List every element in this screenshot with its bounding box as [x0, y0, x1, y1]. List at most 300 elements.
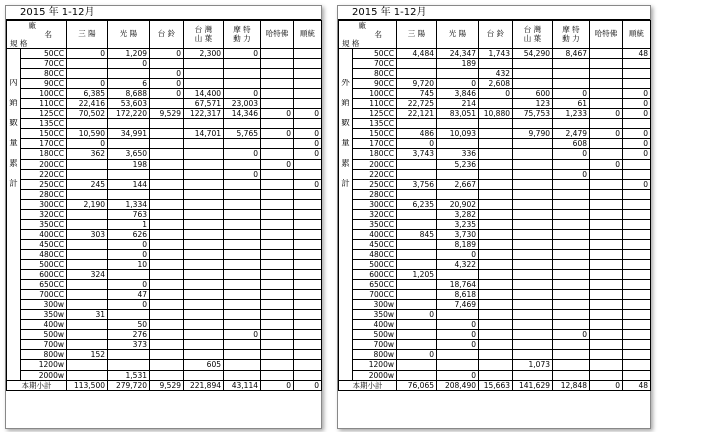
- value-cell: [150, 169, 184, 179]
- value-cell: 373: [108, 340, 150, 350]
- value-cell: [623, 360, 651, 370]
- value-cell: [261, 69, 294, 79]
- value-cell: [294, 89, 322, 99]
- table-row: [339, 109, 651, 119]
- value-cell: [623, 59, 651, 69]
- value-cell: [397, 340, 437, 350]
- value-cell: [623, 300, 651, 310]
- spec-cell: 480CC: [21, 249, 67, 259]
- value-cell: 336: [437, 149, 479, 159]
- total-value: 0: [590, 380, 623, 390]
- value-cell: 0: [150, 79, 184, 89]
- spec-cell: 650CC: [21, 280, 67, 290]
- brand-header: 光 陽: [108, 21, 150, 49]
- value-cell: [67, 370, 108, 380]
- table-row: [7, 99, 322, 109]
- value-cell: 0: [294, 129, 322, 139]
- value-cell: 0: [623, 149, 651, 159]
- category-label-cell: 數: [7, 119, 21, 129]
- value-cell: [261, 79, 294, 89]
- spec-cell: 350CC: [21, 219, 67, 229]
- value-cell: [224, 249, 261, 259]
- category-label-cell: [7, 270, 21, 280]
- total-value: 0: [294, 380, 322, 390]
- category-label-cell: [7, 350, 21, 360]
- value-cell: [184, 219, 224, 229]
- value-cell: 0: [224, 149, 261, 159]
- table-row: [339, 370, 651, 380]
- value-cell: [67, 280, 108, 290]
- value-cell: 8,618: [437, 290, 479, 300]
- value-cell: 8,467: [553, 49, 590, 59]
- value-cell: 10,590: [67, 129, 108, 139]
- value-cell: [513, 169, 553, 179]
- value-cell: [261, 189, 294, 199]
- value-cell: [590, 290, 623, 300]
- value-cell: 0: [623, 139, 651, 149]
- value-cell: [261, 360, 294, 370]
- value-cell: [108, 310, 150, 320]
- value-cell: [184, 350, 224, 360]
- spec-cell: 180CC: [353, 149, 397, 159]
- value-cell: 189: [437, 59, 479, 69]
- value-cell: [261, 229, 294, 239]
- value-cell: [67, 360, 108, 370]
- value-cell: 0: [294, 149, 322, 159]
- table-row: [7, 360, 322, 370]
- value-cell: [397, 219, 437, 229]
- value-cell: [553, 310, 590, 320]
- value-cell: [224, 179, 261, 189]
- value-cell: [67, 209, 108, 219]
- value-cell: 0: [397, 139, 437, 149]
- value-cell: 22,725: [397, 99, 437, 109]
- category-label-cell: [7, 249, 21, 259]
- value-cell: [224, 159, 261, 169]
- value-cell: [590, 310, 623, 320]
- value-cell: 0: [437, 249, 479, 259]
- value-cell: [513, 69, 553, 79]
- value-cell: [513, 199, 553, 209]
- spec-cell: 170CC: [21, 139, 67, 149]
- spec-cell: 480CC: [353, 249, 397, 259]
- value-cell: 362: [67, 149, 108, 159]
- value-cell: 0: [437, 320, 479, 330]
- value-cell: [108, 360, 150, 370]
- value-cell: [479, 59, 513, 69]
- value-cell: [590, 199, 623, 209]
- value-cell: [224, 199, 261, 209]
- value-cell: 1: [108, 219, 150, 229]
- value-cell: [513, 229, 553, 239]
- value-cell: 0: [437, 330, 479, 340]
- value-cell: [437, 69, 479, 79]
- value-cell: [590, 219, 623, 229]
- spec-cell: 700w: [353, 340, 397, 350]
- table-row: [339, 259, 651, 269]
- value-cell: [294, 209, 322, 219]
- table-row: [339, 340, 651, 350]
- value-cell: [184, 280, 224, 290]
- value-cell: [553, 320, 590, 330]
- brand-header: 哈特佛: [261, 21, 294, 49]
- value-cell: [224, 69, 261, 79]
- spec-cell: 110CC: [353, 99, 397, 109]
- value-cell: [261, 300, 294, 310]
- value-cell: 10: [108, 259, 150, 269]
- value-cell: [67, 219, 108, 229]
- spec-cell: 450CC: [21, 239, 67, 249]
- value-cell: [437, 360, 479, 370]
- category-label-cell: 內: [7, 79, 21, 89]
- value-cell: [294, 340, 322, 350]
- value-cell: 0: [437, 370, 479, 380]
- category-label-cell: 累: [7, 159, 21, 169]
- value-cell: [67, 330, 108, 340]
- value-cell: [261, 259, 294, 269]
- value-cell: [261, 219, 294, 229]
- value-cell: [553, 219, 590, 229]
- value-cell: 0: [623, 129, 651, 139]
- category-label-cell: [339, 280, 353, 290]
- value-cell: [294, 229, 322, 239]
- total-value: 0: [261, 380, 294, 390]
- category-label-cell: [7, 259, 21, 269]
- table-row: [339, 280, 651, 290]
- category-label-cell: 外: [339, 79, 353, 89]
- value-cell: [224, 360, 261, 370]
- value-cell: [513, 320, 553, 330]
- table-row: [339, 300, 651, 310]
- value-cell: [261, 270, 294, 280]
- table-row: [339, 189, 651, 199]
- value-cell: [261, 249, 294, 259]
- value-cell: [261, 49, 294, 59]
- value-cell: 0: [623, 179, 651, 189]
- value-cell: [623, 219, 651, 229]
- value-cell: 745: [397, 89, 437, 99]
- value-cell: [67, 249, 108, 259]
- value-cell: [513, 179, 553, 189]
- category-label-cell: [7, 229, 21, 239]
- table-row: [7, 310, 322, 320]
- category-label-cell: [339, 239, 353, 249]
- value-cell: [184, 340, 224, 350]
- value-cell: [67, 159, 108, 169]
- value-cell: [224, 300, 261, 310]
- value-cell: [623, 290, 651, 300]
- spec-cell: 800w: [353, 350, 397, 360]
- value-cell: 245: [67, 179, 108, 189]
- value-cell: [437, 119, 479, 129]
- value-cell: [150, 330, 184, 340]
- value-cell: [479, 179, 513, 189]
- value-cell: 6,235: [397, 199, 437, 209]
- value-cell: [294, 169, 322, 179]
- value-cell: [294, 69, 322, 79]
- total-value: 208,490: [437, 380, 479, 390]
- spec-cell: 110CC: [21, 99, 67, 109]
- value-cell: [590, 259, 623, 269]
- table-row: [339, 209, 651, 219]
- brand-header: 摩 特 動 力: [553, 21, 590, 49]
- table-row: [339, 59, 651, 69]
- value-cell: 2,300: [184, 49, 224, 59]
- value-cell: 0: [590, 159, 623, 169]
- table-row: [339, 129, 651, 139]
- value-cell: [224, 119, 261, 129]
- value-cell: 3,730: [437, 229, 479, 239]
- value-cell: [513, 350, 553, 360]
- corner-label-name: 名: [374, 30, 382, 39]
- value-cell: 24,347: [437, 49, 479, 59]
- brand-header: 三 陽: [67, 21, 108, 49]
- value-cell: [294, 59, 322, 69]
- domestic-sales-sheet: [5, 5, 322, 429]
- category-label-cell: 累: [339, 159, 353, 169]
- value-cell: [261, 370, 294, 380]
- value-cell: [294, 290, 322, 300]
- value-cell: [590, 320, 623, 330]
- category-label-cell: [339, 330, 353, 340]
- value-cell: 5,765: [224, 129, 261, 139]
- category-label-cell: [7, 69, 21, 79]
- spec-cell: 280CC: [353, 189, 397, 199]
- value-cell: [553, 199, 590, 209]
- value-cell: 0: [553, 169, 590, 179]
- value-cell: [294, 370, 322, 380]
- value-cell: [623, 79, 651, 89]
- value-cell: [150, 300, 184, 310]
- spec-cell: 320CC: [21, 209, 67, 219]
- value-cell: [590, 340, 623, 350]
- value-cell: [184, 79, 224, 89]
- value-cell: [150, 189, 184, 199]
- table-row: [7, 259, 322, 269]
- spec-cell: 200CC: [353, 159, 397, 169]
- table-row: [7, 340, 322, 350]
- value-cell: [397, 119, 437, 129]
- category-label-cell: [7, 49, 21, 59]
- spec-cell: 1200w: [353, 360, 397, 370]
- value-cell: 122,317: [184, 109, 224, 119]
- value-cell: [294, 259, 322, 269]
- table-row: [7, 129, 322, 139]
- value-cell: [67, 189, 108, 199]
- spec-cell: 2000w: [21, 370, 67, 380]
- value-cell: [261, 199, 294, 209]
- value-cell: [513, 159, 553, 169]
- table-row: [339, 219, 651, 229]
- value-cell: [513, 149, 553, 159]
- value-cell: 324: [67, 270, 108, 280]
- value-cell: 9,529: [150, 109, 184, 119]
- value-cell: [623, 280, 651, 290]
- value-cell: [224, 270, 261, 280]
- table-row: [339, 330, 651, 340]
- total-value: 221,894: [184, 380, 224, 390]
- value-cell: [261, 340, 294, 350]
- value-cell: 605: [184, 360, 224, 370]
- table-row: [7, 280, 322, 290]
- total-value: 43,114: [224, 380, 261, 390]
- spec-cell: 400CC: [21, 229, 67, 239]
- table-row: [339, 69, 651, 79]
- brand-header: 三 陽: [397, 21, 437, 49]
- category-label-cell: [7, 290, 21, 300]
- category-label-cell: [339, 69, 353, 79]
- value-cell: 626: [108, 229, 150, 239]
- value-cell: 0: [224, 169, 261, 179]
- table-row: [7, 79, 322, 89]
- table-row: [7, 300, 322, 310]
- table-row: [339, 320, 651, 330]
- value-cell: 0: [261, 109, 294, 119]
- value-cell: [623, 259, 651, 269]
- value-cell: [397, 370, 437, 380]
- category-label-cell: 銷: [339, 99, 353, 109]
- category-label-cell: [339, 350, 353, 360]
- table-row: [339, 119, 651, 129]
- spec-cell: 250CC: [21, 179, 67, 189]
- category-label-cell: [7, 360, 21, 370]
- value-cell: [590, 330, 623, 340]
- table-row: [7, 169, 322, 179]
- value-cell: [294, 360, 322, 370]
- value-cell: [184, 179, 224, 189]
- sheet-title: 2015 年 1-12月: [6, 6, 321, 20]
- value-cell: 0: [67, 49, 108, 59]
- value-cell: [184, 259, 224, 269]
- table-row: [339, 49, 651, 59]
- value-cell: [397, 69, 437, 79]
- value-cell: 3,650: [108, 149, 150, 159]
- value-cell: 3,756: [397, 179, 437, 189]
- value-cell: [553, 280, 590, 290]
- value-cell: [590, 209, 623, 219]
- spec-cell: 100CC: [21, 89, 67, 99]
- spec-cell: 350CC: [353, 219, 397, 229]
- value-cell: [294, 300, 322, 310]
- value-cell: [590, 350, 623, 360]
- value-cell: [67, 69, 108, 79]
- value-cell: 486: [397, 129, 437, 139]
- value-cell: [261, 119, 294, 129]
- table-row: [7, 209, 322, 219]
- category-label-cell: [7, 239, 21, 249]
- value-cell: [590, 169, 623, 179]
- category-label-cell: [7, 89, 21, 99]
- spec-cell: 220CC: [353, 169, 397, 179]
- value-cell: [479, 259, 513, 269]
- table-row: [339, 79, 651, 89]
- value-cell: [294, 119, 322, 129]
- total-value: 9,529: [150, 380, 184, 390]
- value-cell: [294, 270, 322, 280]
- value-cell: 1,743: [479, 49, 513, 59]
- value-cell: [437, 350, 479, 360]
- value-cell: [623, 320, 651, 330]
- table-row: [7, 119, 322, 129]
- table-row: [339, 99, 651, 109]
- value-cell: [513, 119, 553, 129]
- value-cell: [590, 99, 623, 109]
- value-cell: 20,902: [437, 199, 479, 209]
- value-cell: [553, 340, 590, 350]
- value-cell: [184, 139, 224, 149]
- value-cell: 0: [479, 89, 513, 99]
- spec-cell: 600CC: [21, 270, 67, 280]
- category-label-cell: [339, 199, 353, 209]
- value-cell: 67,571: [184, 99, 224, 109]
- spec-cell: 300CC: [353, 199, 397, 209]
- header-row: [339, 21, 651, 49]
- value-cell: [513, 59, 553, 69]
- value-cell: [437, 189, 479, 199]
- value-cell: 0: [108, 280, 150, 290]
- value-cell: 303: [67, 229, 108, 239]
- value-cell: [479, 239, 513, 249]
- value-cell: [590, 149, 623, 159]
- value-cell: 0: [67, 139, 108, 149]
- value-cell: 23,003: [224, 99, 261, 109]
- value-cell: [479, 320, 513, 330]
- spec-cell: 600CC: [353, 270, 397, 280]
- value-cell: 144: [108, 179, 150, 189]
- value-cell: [184, 290, 224, 300]
- value-cell: [294, 79, 322, 89]
- category-label-cell: 銷: [7, 99, 21, 109]
- value-cell: 8,189: [437, 239, 479, 249]
- value-cell: 0: [224, 49, 261, 59]
- brand-header: 台 鈴: [150, 21, 184, 49]
- value-cell: [150, 290, 184, 300]
- value-cell: [553, 59, 590, 69]
- value-cell: 0: [108, 300, 150, 310]
- value-cell: [224, 59, 261, 69]
- value-cell: [513, 219, 553, 229]
- value-cell: 2,190: [67, 199, 108, 209]
- value-cell: [479, 199, 513, 209]
- table-row: [339, 159, 651, 169]
- value-cell: 6: [108, 79, 150, 89]
- value-cell: [224, 189, 261, 199]
- value-cell: [553, 209, 590, 219]
- spec-cell: 125CC: [353, 109, 397, 119]
- value-cell: 10,880: [479, 109, 513, 119]
- value-cell: [108, 69, 150, 79]
- value-cell: 0: [224, 330, 261, 340]
- value-cell: [397, 59, 437, 69]
- value-cell: [224, 219, 261, 229]
- value-cell: [150, 129, 184, 139]
- value-cell: [590, 139, 623, 149]
- value-cell: [553, 119, 590, 129]
- value-cell: [479, 159, 513, 169]
- value-cell: [397, 159, 437, 169]
- category-label-cell: [7, 209, 21, 219]
- total-row: [7, 380, 322, 390]
- value-cell: [479, 270, 513, 280]
- value-cell: 0: [150, 69, 184, 79]
- value-cell: [294, 320, 322, 330]
- category-label-cell: [7, 169, 21, 179]
- category-label-cell: [339, 340, 353, 350]
- value-cell: [184, 249, 224, 259]
- total-row: [339, 380, 651, 390]
- value-cell: 0: [623, 99, 651, 109]
- value-cell: [553, 229, 590, 239]
